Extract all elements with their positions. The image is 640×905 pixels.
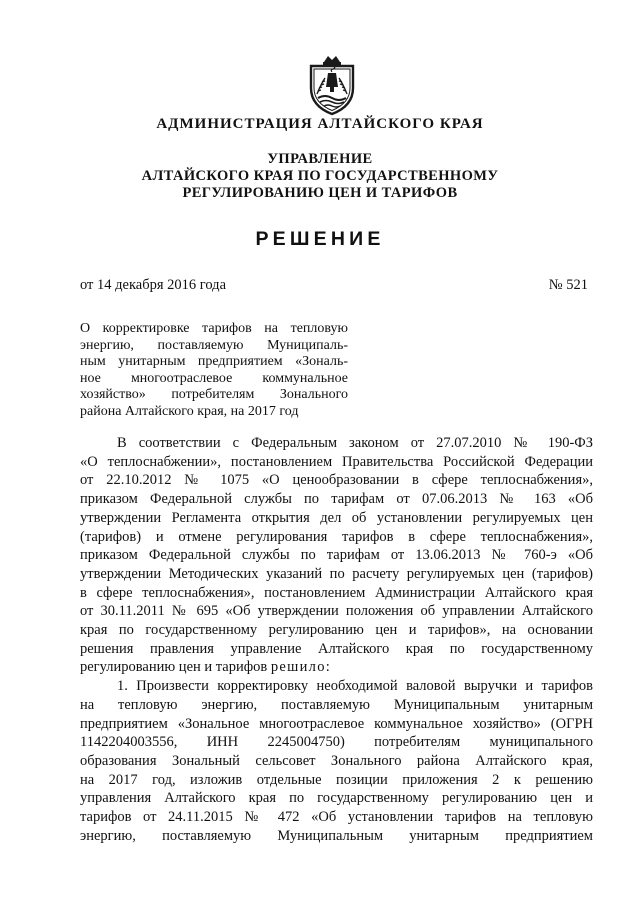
- body-line-resolved: [80, 658, 593, 677]
- document-title: РЕШЕНИЕ: [255, 228, 385, 250]
- body-line: образования Зональный сельсовет Зонального района Алтайского края,: [80, 752, 593, 769]
- body-line: решения правления управление Алтайского края по государственному: [80, 640, 593, 657]
- body-line: края по государственному регулированию цен и тарифов», на основании: [80, 622, 593, 639]
- body-line: на 2017 год, изложив отдельные позиции приложения 2 к решению: [80, 771, 593, 788]
- body-line: тарифов от 24.11.2015 № 472 «Об установлении тарифов на тепловую: [80, 809, 593, 826]
- document-number: № 521: [548, 277, 588, 293]
- body-line: приказом Федеральной службы по тарифам от 13.06.2013 № 760-э «Об: [80, 547, 593, 564]
- altai-krai-coat-of-arms-icon: [303, 54, 361, 116]
- document-subject: [80, 321, 348, 420]
- administration-name: АДМИНИСТРАЦИЯ АЛТАЙСКОГО КРАЯ: [156, 116, 484, 132]
- body-line: от 22.10.2012 № 1075 «О ценообразовании в сфере теплоснабжения»,: [80, 472, 593, 489]
- subject-line: хозяйство» потребителям Зонального: [80, 387, 348, 402]
- body-line: утверждении Регламента открытия дел об установлении регулируемых цен: [80, 509, 593, 526]
- body-line: утверждении Методических указаний по расчету регулируемых цен (тарифов): [80, 565, 593, 582]
- body-line-text: регулированию цен и тарифов: [80, 659, 268, 676]
- body-line: В соответствии с Федеральным законом от 27.07.2010 № 190-ФЗ: [117, 435, 593, 451]
- body-line: (тарифов) и отмене регулирования тарифов в сфере теплоснабжения»,: [80, 528, 593, 545]
- subject-line: района Алтайского края, на 2017 год: [80, 403, 299, 419]
- body-line: предприятием «Зональное многоотраслевое коммунальное хозяйство» (ОГРН: [80, 715, 593, 732]
- document-body: [80, 434, 593, 845]
- body-line: энергию, поставляемую Муниципальным унитарным предприятием: [80, 827, 593, 844]
- subject-line: энергию, поставляемую Муниципаль-: [80, 337, 348, 353]
- body-line: 1. Произвести корректировку необходимой валовой выручки и тарифов: [117, 678, 593, 695]
- document-date: от 14 декабря 2016 года: [80, 277, 226, 293]
- body-line: «О теплоснабжении», постановлением Правительства Российской Федерации: [80, 453, 593, 470]
- body-line: в сфере теплоснабжения», постановлением Администрации Алтайского края: [80, 584, 593, 601]
- resolved-word: решило:: [270, 659, 332, 676]
- subject-line: О корректировке тарифов на тепловую: [80, 321, 348, 336]
- body-line: управления Алтайского края по государственному регулированию цен и: [80, 790, 593, 807]
- department-name-line-2: АЛТАЙСКОГО КРАЯ ПО ГОСУДАРСТВЕННОМУ: [141, 168, 499, 184]
- body-line: от 30.11.2011 № 695 «Об утверждении положения об управлении Алтайского: [80, 603, 593, 620]
- subject-line: ным унитарным предприятием «Зональ-: [80, 354, 348, 369]
- department-name-line-3: РЕГУЛИРОВАНИЮ ЦЕН И ТАРИФОВ: [182, 185, 458, 201]
- body-line: 1142204003556, ИНН 2245004750) потребителям муниципального: [80, 734, 593, 751]
- body-line: приказом Федеральной службы по тарифам от 07.06.2013 № 163 «Об: [80, 491, 593, 508]
- subject-line: ное многоотраслевое коммунальное: [80, 370, 348, 386]
- body-line: на тепловую энергию, поставляемую Муниципальным унитарным: [80, 696, 593, 713]
- department-name-line-1: УПРАВЛЕНИЕ: [267, 151, 373, 167]
